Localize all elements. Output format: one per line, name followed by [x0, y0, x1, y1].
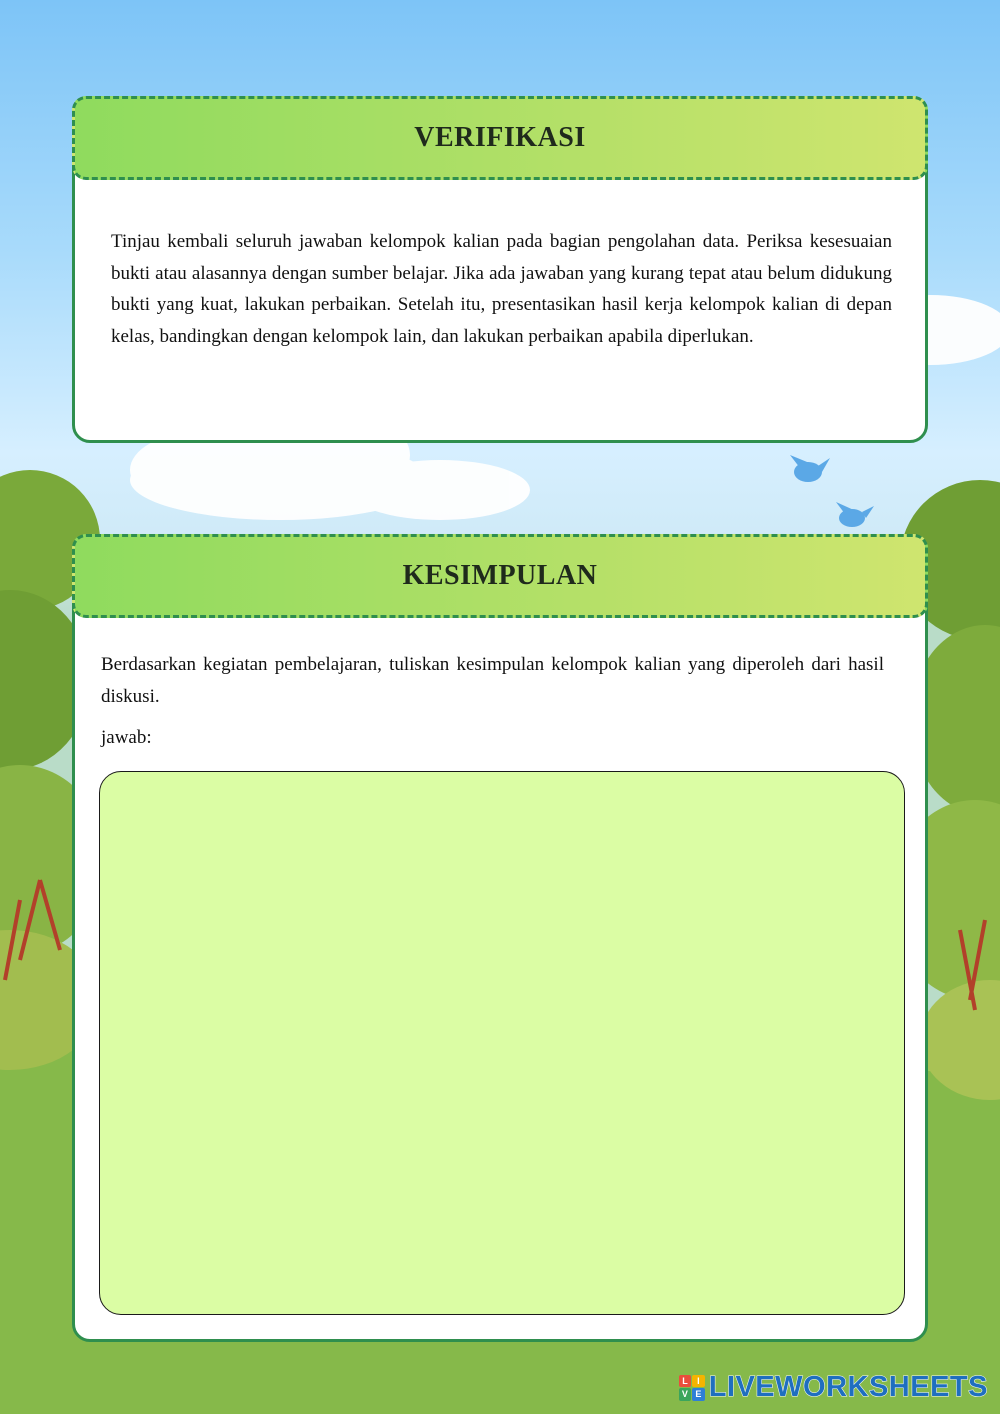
liveworksheets-wordmark: LIVEWORKSHEETS: [708, 1371, 988, 1403]
kesimpulan-header: [72, 534, 928, 618]
bird-icon: [836, 502, 874, 527]
logo-letter: L: [679, 1375, 692, 1388]
verifikasi-title: VERIFIKASI: [414, 122, 586, 153]
kesimpulan-card: [72, 534, 928, 1342]
verifikasi-header: [72, 96, 928, 180]
answer-label: jawab:: [101, 727, 152, 748]
bird-icon: [790, 455, 830, 482]
verifikasi-instructions: Tinjau kembali seluruh jawaban kelompok kalian pada bagian pengolahan data. Periksa kesesuaian bukti atau alasannya dengan sumber belajar. Jika ada jawaban yang kurang tepat atau belum didukung bukti yang kuat, lakukan perbaikan. Setelah itu, presentasikan hasil kerja kelompok kalian di depan kelas, bandingkan dengan kelompok lain, dan lakukan perbaikan apabila diperlukan.: [111, 231, 892, 347]
logo-letter: I: [692, 1375, 705, 1388]
answer-input-box[interactable]: [99, 771, 905, 1315]
kesimpulan-title: KESIMPULAN: [402, 560, 598, 591]
logo-letter: E: [692, 1388, 705, 1401]
logo-letter: V: [679, 1388, 692, 1401]
liveworksheets-brand[interactable]: [679, 1371, 988, 1404]
verifikasi-card: [72, 96, 928, 443]
kesimpulan-instructions: Berdasarkan kegiatan pembelajaran, tuliskan kesimpulan kelompok kalian yang diperoleh dari hasil diskusi.: [101, 654, 884, 707]
liveworksheets-logo-icon: [679, 1375, 705, 1401]
